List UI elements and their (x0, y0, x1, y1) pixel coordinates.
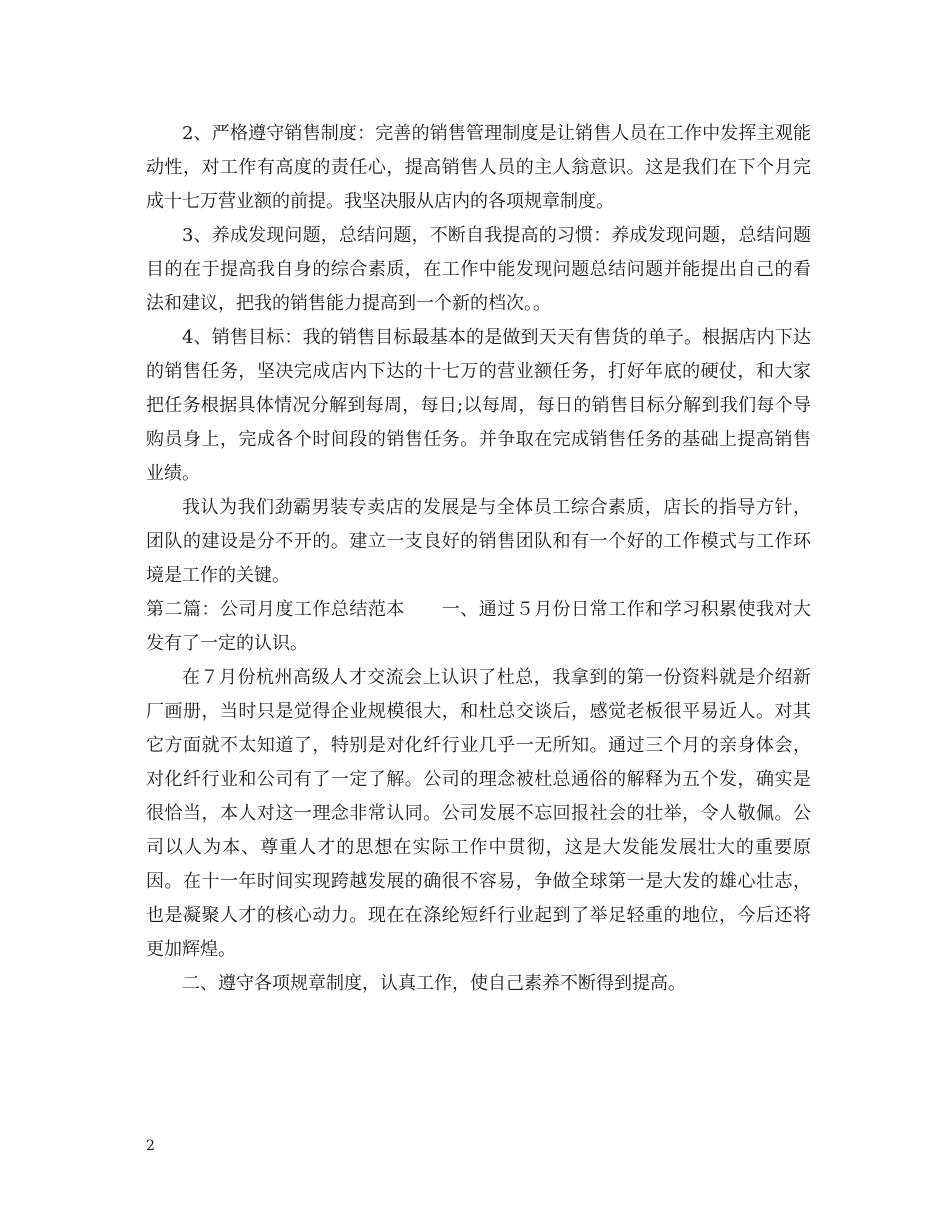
paragraph-company-introduction: 在７月份杭州高级人才交流会上认识了杜总，我拿到的第一份资料就是介绍新厂画册，当时只是觉得企业规模很大，和杜总交谈后，感觉老板很平易近人。对其它方面就不太知道了，特别是对化纤行业几乎一无所知。通过三个月的亲身体会，对化纤行业和公司有了一定了解。公司的理念被杜总通俗的解释为五个发，确实是很恰当，本人对这一理念非常认同。公司发展不忘回报社会的壮举，令人敬佩。公司以人为本、尊重人才的思想在实际工作中贯彻，这是大发能发展壮大的重要原因。在十一年时间实现跨越发展的确很不容易，争做全球第一是大发的雄心壮志，也是凝聚人才的核心动力。现在在涤纶短纤行业起到了举足轻重的地位，今后还将更加辉煌。 (146, 667, 811, 960)
paragraph-rules-compliance: 二、遵守各项规章制度，认真工作，使自己素养不断得到提高。 (182, 973, 686, 994)
page-number: 2 (146, 1138, 155, 1154)
paragraph-sales-target: 4、销售目标：我的销售目标最基本的是做到天天有售货的单子。根据店内下达的销售任务，坚决完成店内下达的十七万的营业额任务，打好年底的硬仗，和大家把任务根据具体情况分解到每周，每日;以每周，每日的销售目标分解到我们每个导购员身上，完成各个时间段的销售任务。并争取在完成销售任务的基础上提高销售业绩。 (146, 327, 811, 484)
paragraph-sales-rules: 2、严格遵守销售制度：完善的销售管理制度是让销售人员在工作中发挥主观能动性，对工作有高度的责任心，提高销售人员的主人翁意识。这是我们在下个月完成十七万营业额的前提。我坚决服从店内的各项规章制度。 (146, 123, 811, 212)
paragraph-team-development: 我认为我们劲霸男装专卖店的发展是与全体员工综合素质，店长的指导方针，团队的建设是分不开的。建立一支良好的销售团队和有一个好的工作模式与工作环境是工作的关键。 (146, 497, 811, 586)
paragraph-problem-habit: 3、养成发现问题，总结问题，不断自我提高的习惯：养成发现问题，总结问题目的在于提高我自身的综合素质，在工作中能发现问题总结问题并能提出自己的看法和建议，把我的销售能力提高到一个新的档次。。 (146, 225, 811, 314)
paragraph-second-article-heading: 第二篇：公司月度工作总结范本 一、通过５月份日常工作和学习积累使我对大发有了一定的认识。 (146, 599, 811, 654)
document-body (146, 117, 811, 1001)
